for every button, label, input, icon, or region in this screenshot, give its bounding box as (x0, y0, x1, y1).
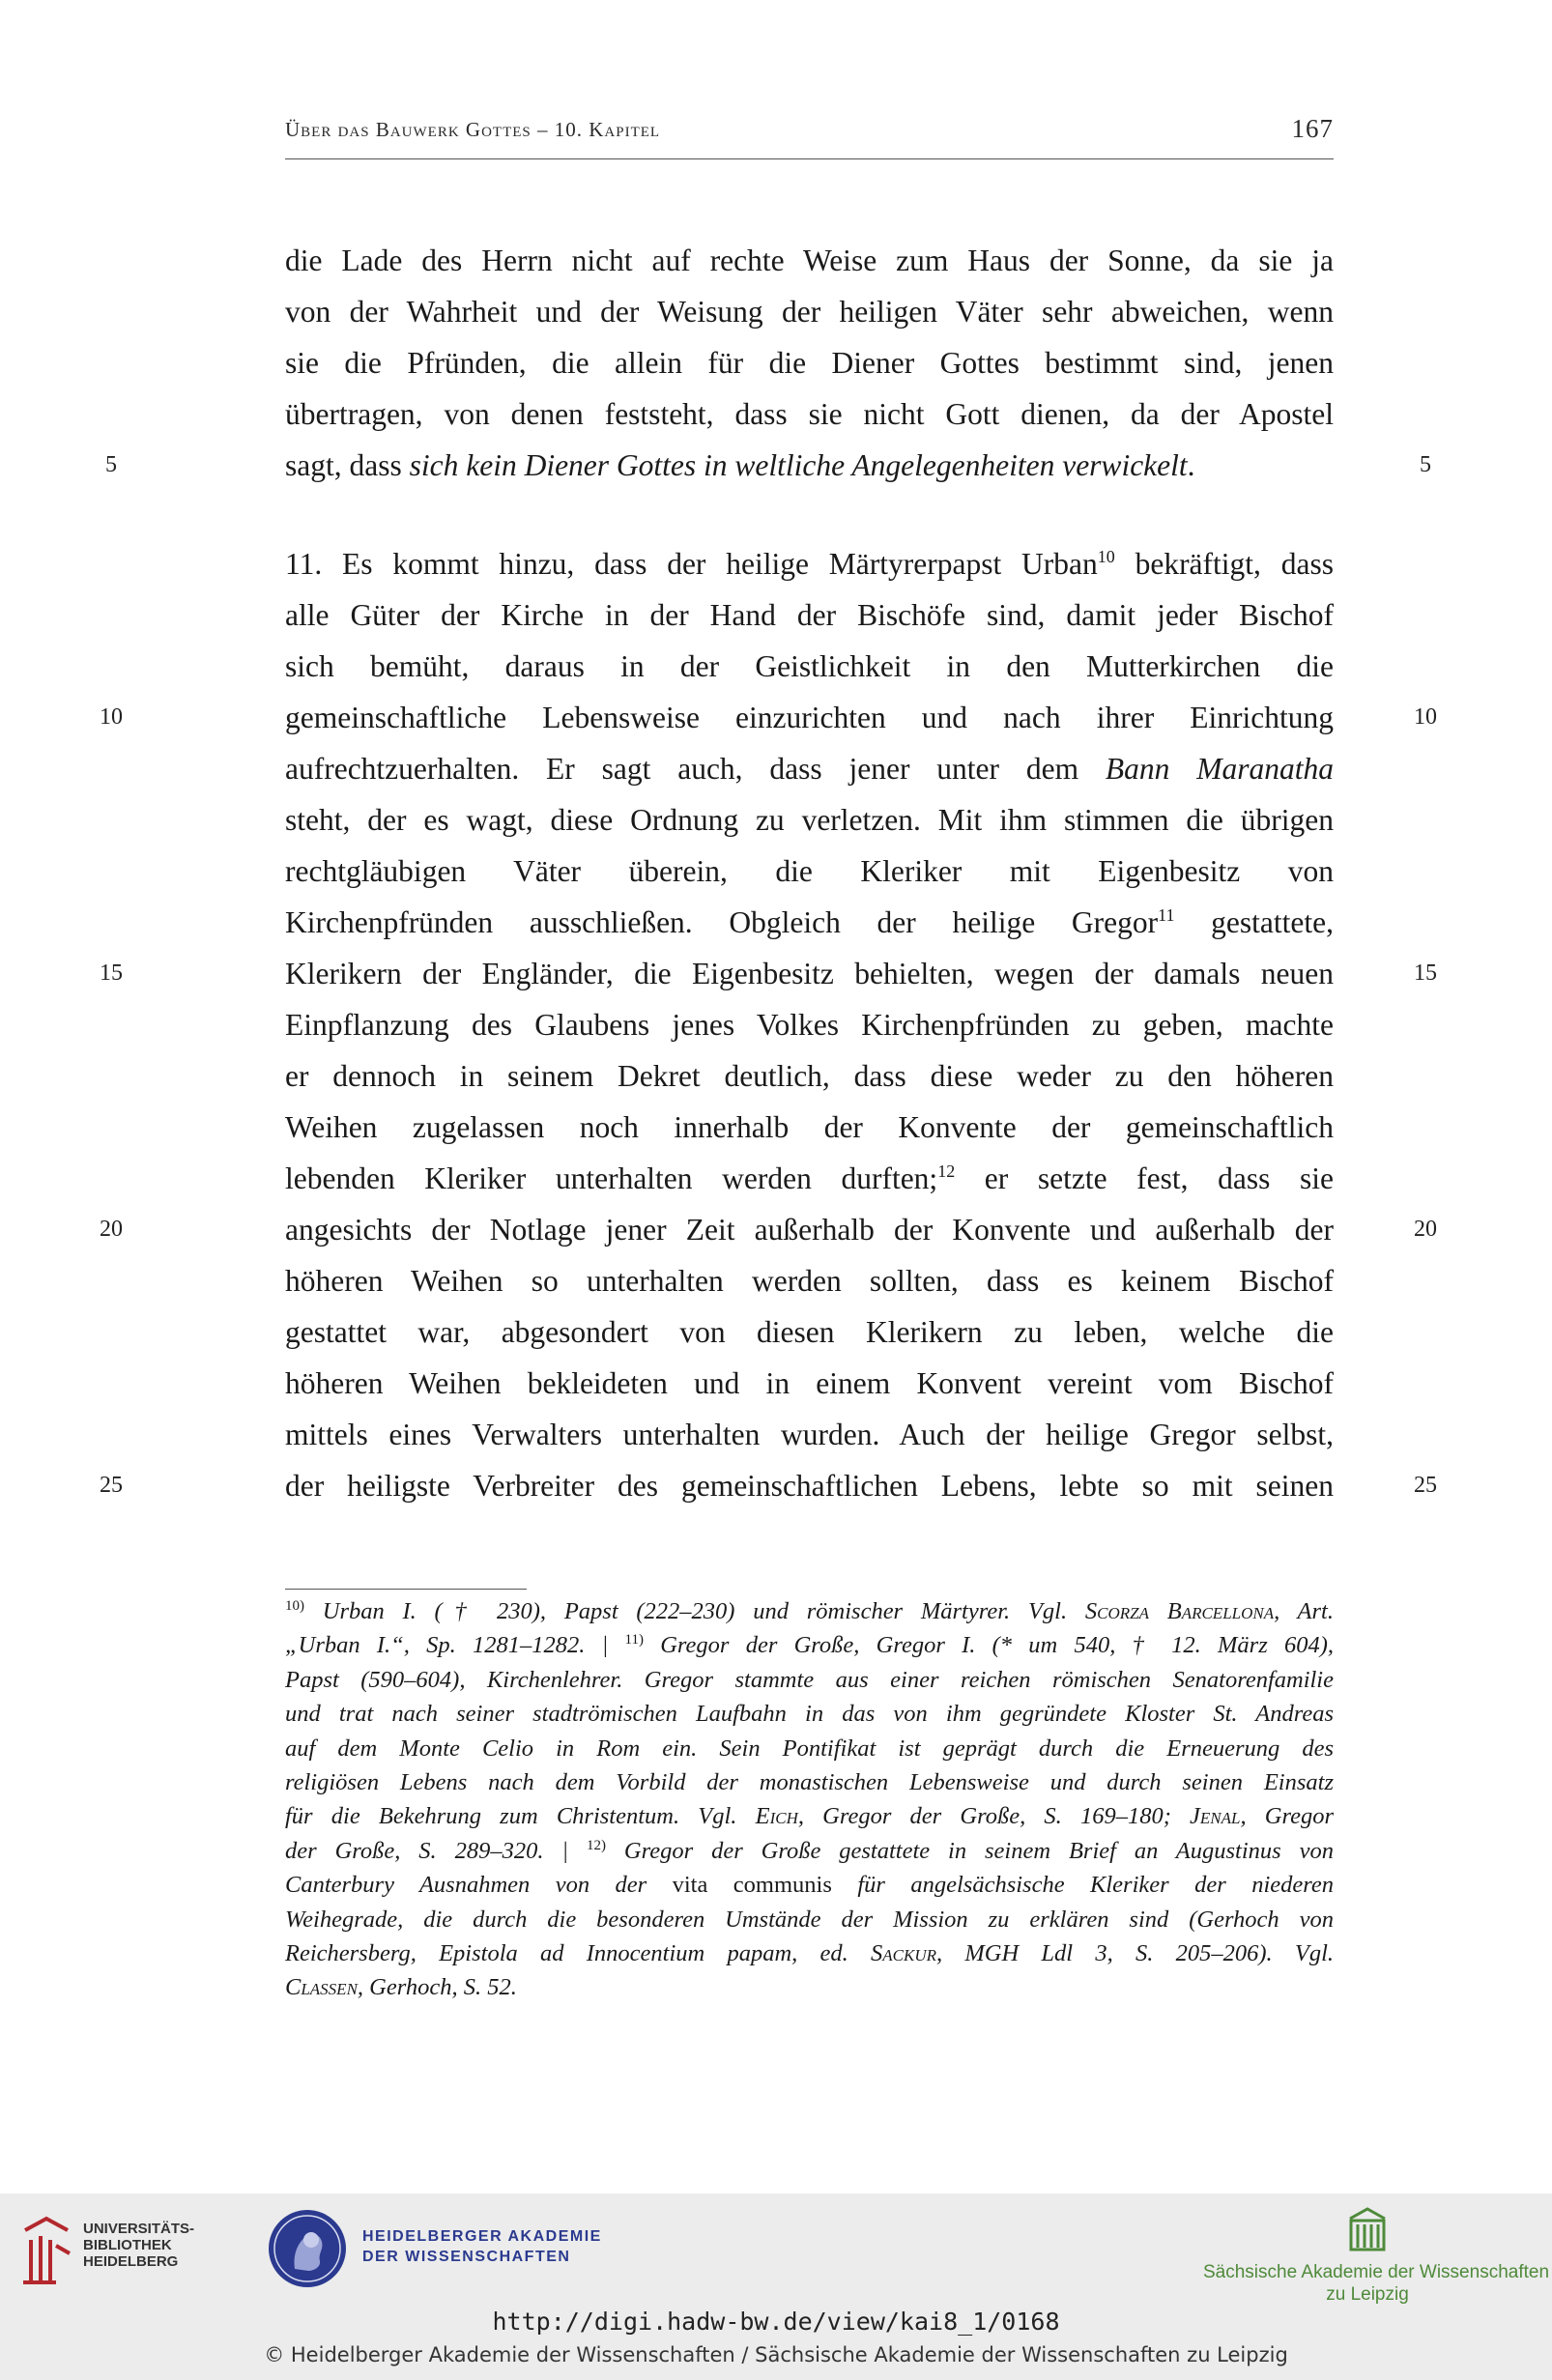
footnote-text: , Art. (1274, 1598, 1334, 1624)
text-run: höheren Weihen so unterhalten werden sollten, dass es keinem Bischof (285, 1264, 1334, 1298)
footnote-text: auf dem Monte Celio in Rom ein. Sein Pontifikat ist geprägt durch die Erneuerung des (285, 1735, 1334, 1762)
footnote-ref[interactable]: 12 (937, 1161, 956, 1181)
text-run: Einpflanzung des Glaubens jenes Volkes Kirchenpfründen zu geben, machte (285, 1008, 1334, 1042)
line-number-left: 20 (100, 1217, 123, 1242)
author-name: Scorza Barcellona (1084, 1598, 1275, 1624)
text-line (285, 1204, 1334, 1255)
footnote-line (285, 1663, 1334, 1697)
saw-logo-text: Sächsische Akademie der Wissenschaften zu Leipzig (1203, 2262, 1550, 2305)
text-run: aufrechtzuerhalten. Er sagt auch, dass jener unter dem (285, 752, 1106, 786)
footnote-text: , Gregor (1240, 1803, 1334, 1830)
hadw-logo-text: HEIDELBERGER AKADEMIE DER WISSENSCHAFTEN (362, 2228, 602, 2265)
footnote-line (285, 1799, 1334, 1833)
text-line (285, 692, 1334, 743)
text-line (285, 1050, 1334, 1102)
footnote-text: Papst (590–604), Kirchenlehrer. Gregor stammte aus einer reichen römischen Senatorenfamilie (285, 1666, 1334, 1693)
footnote-rule (285, 1589, 527, 1590)
text-line (285, 743, 1334, 794)
page-number: 167 (1291, 114, 1334, 143)
saw-leipzig-logo[interactable] (1203, 2205, 1550, 2311)
text-run: rechtgläubigen Väter überein, die Kleriker mit Eigenbesitz von (285, 854, 1334, 888)
footnote-ref[interactable]: 10 (1097, 547, 1115, 566)
text-line (285, 388, 1334, 440)
footnote-line (285, 1628, 1334, 1662)
text-line (285, 1460, 1334, 1511)
text-run: höheren Weihen bekleideten und in einem Konvent vereint vom Bischof (285, 1366, 1334, 1400)
text-run: steht, der es wagt, diese Ordnung zu verletzen. Mit ihm stimmen die übrigen (285, 803, 1334, 837)
line-number-left: 25 (100, 1473, 123, 1498)
footnote-text: der Große, S. 289–320. | (285, 1837, 588, 1864)
text-run: 11. Es kommt hinzu, dass der heilige Märtyrerpapst Urban (285, 547, 1098, 581)
text-run: gestattet war, abgesondert von diesen Klerikern zu leben, welche die (285, 1315, 1334, 1349)
ub-logo-text: UNIVERSITÄTS- BIBLIOTHEK HEIDELBERG (83, 2221, 195, 2270)
text-line (285, 589, 1334, 641)
line-number-right: 25 (1414, 1473, 1437, 1498)
footnote-line (285, 1697, 1334, 1731)
line-number-right: 20 (1414, 1217, 1437, 1242)
text-run: Kirchenpfründen ausschließen. Obgleich der heilige Gregor (285, 905, 1159, 939)
footnote-text: religiösen Lebens nach dem Vorbild der monastischen Lebensweise und durch seinen Einsatz (285, 1769, 1334, 1795)
text-run: der heiligste Verbreiter des gemeinschaftlichen Lebens, lebte so mit seinen (285, 1469, 1334, 1503)
text-run: übertragen, von denen feststeht, dass sie nicht Gott dienen, da der Apostel (285, 397, 1334, 431)
text-run: bekräftigt, dass (1114, 547, 1334, 581)
text-run: Weihen zugelassen noch innerhalb der Konvente der gemeinschaftlich (285, 1110, 1334, 1144)
text-line (285, 1153, 1334, 1204)
footnote-text: , Gregor der Große, S. 169–180; (797, 1803, 1191, 1830)
footnote-text: , MGH Ldl 3, S. 205–206). Vgl. (936, 1940, 1334, 1966)
text-line (285, 1409, 1334, 1460)
footnote-text: „Urban I.“, Sp. 1281–1282. | (285, 1632, 625, 1659)
line-number-left: 10 (100, 704, 123, 730)
footnote-text: für angelsächsische Kleriker der niederen (831, 1872, 1334, 1899)
text-run: er dennoch in seinem Dekret deutlich, dass diese weder zu den höheren (285, 1059, 1334, 1093)
text-line (285, 794, 1334, 846)
line-number-right: 10 (1414, 704, 1437, 730)
saw-building-icon (1346, 2205, 1389, 2255)
text-run: sie die Pfründen, die allein für die Diener Gottes bestimmt sind, jenen (285, 346, 1334, 380)
text-run: die Lade des Herrn nicht auf rechte Weise zum Haus der Sonne, da sie ja (285, 244, 1334, 277)
text-line (285, 999, 1334, 1050)
footnote-ref[interactable]: 11 (1158, 905, 1175, 925)
text-line (285, 1358, 1334, 1409)
text-line (285, 641, 1334, 692)
line-number-right: 5 (1420, 452, 1431, 477)
text-line (285, 440, 1334, 491)
line-number-right: 15 (1414, 961, 1437, 986)
text-run: angesichts der Notlage jener Zeit außerhalb der Konvente und außerhalb der (285, 1213, 1334, 1247)
footnote-line (285, 1868, 1334, 1902)
text-run: . (1187, 448, 1195, 482)
text-line (285, 235, 1334, 286)
line-number-left: 5 (105, 452, 117, 477)
text-line (285, 1306, 1334, 1358)
header-rule (285, 158, 1334, 159)
author-name: Eich (755, 1803, 798, 1830)
footnote-line (285, 1594, 1334, 1628)
footnote-text: Urban I. († 230), Papst (222–230) und römischer Märtyrer. Vgl. (304, 1598, 1085, 1624)
footnote-line (285, 1970, 1334, 2004)
footnote-text: vita communis (672, 1872, 832, 1899)
text-line (285, 1102, 1334, 1153)
text-line (285, 337, 1334, 388)
footnote-text: für die Bekehrung zum Christentum. Vgl. (285, 1803, 756, 1830)
text-line (285, 846, 1334, 897)
footnote-text: Reichersberg, Epistola ad Innocentium papam, ed. (285, 1940, 872, 1966)
hadw-medallion-icon (266, 2207, 349, 2290)
footnote-text: , Gerhoch, S. 52. (357, 1974, 517, 2001)
text-run: von der Wahrheit und der Weisung der heiligen Väter sehr abweichen, wenn (285, 295, 1334, 329)
footnote-line (285, 1732, 1334, 1765)
source-url-link[interactable]: http://digi.hadw-bw.de/view/kai8_1/0168 (492, 2308, 1060, 2336)
hadw-logo[interactable] (266, 2205, 633, 2302)
text-run: gestattete, (1174, 905, 1334, 939)
text-line (285, 1255, 1334, 1306)
author-name: Jenal (1190, 1803, 1241, 1830)
text-line (285, 286, 1334, 337)
text-run: lebenden Kleriker unterhalten werden durften; (285, 1161, 938, 1195)
text-run: gemeinschaftliche Lebensweise einzurichten und nach ihrer Einrichtung (285, 701, 1334, 734)
running-head (285, 114, 1334, 143)
footnote-line (285, 1936, 1334, 1970)
text-run: alle Güter der Kirche in der Hand der Bischöfe sind, damit jeder Bischof (285, 598, 1334, 632)
footnote-text: Weihegrade, die durch die besonderen Umstände der Mission zu erklären sind (Gerhoch von (285, 1906, 1334, 1933)
line-number-left: 15 (100, 961, 123, 986)
text-run: Klerikern der Engländer, die Eigenbesitz behielten, wegen der damals neuen (285, 957, 1334, 990)
ub-heidelberg-logo[interactable] (17, 2211, 211, 2296)
running-title: Über das Bauwerk Gottes – 10. Kapitel (285, 118, 661, 141)
copyright-notice: © Heidelberger Akademie der Wissenschaften / Sächsische Akademie der Wissenschaften zu Leipzig (264, 2343, 1288, 2366)
text-line (285, 897, 1334, 948)
footnote-marker: 11) (624, 1632, 644, 1649)
footnote-text: und trat nach seiner stadtrömischen Laufbahn in das von ihm gegründete Kloster St. Andreas (285, 1701, 1334, 1728)
text-line (285, 948, 1334, 999)
text-run: sich bemüht, daraus in der Geistlichkeit in den Mutterkirchen die (285, 649, 1334, 683)
text-run: mittels eines Verwalters unterhalten wurden. Auch der heilige Gregor selbst, (285, 1418, 1334, 1451)
footnote-text: Canterbury Ausnahmen von der (285, 1872, 673, 1899)
author-name: Sackur (871, 1940, 936, 1966)
footnote-text: Gregor der Große gestattete in seinem Brief an Augustinus von (606, 1837, 1334, 1864)
footnote-line (285, 1765, 1334, 1799)
text-line (285, 538, 1334, 589)
text-run: sagt, dass (285, 448, 410, 482)
text-run: er setzte fest, dass sie (955, 1161, 1334, 1195)
italic-quote: Bann Maranatha (1105, 752, 1335, 786)
footnote-marker: 12) (587, 1837, 607, 1853)
footnote-marker: 10) (285, 1598, 304, 1614)
footnote-line (285, 1903, 1334, 1936)
author-name: Classen (285, 1974, 358, 2001)
footnote-text: Gregor der Große, Gregor I. (* um 540, † 12. März 604), (644, 1632, 1334, 1659)
footnote-line (285, 1834, 1334, 1868)
ub-logo-icon (17, 2211, 75, 2288)
italic-quote: sich kein Diener Gottes in weltliche Angelegenheiten verwickelt (409, 448, 1188, 482)
